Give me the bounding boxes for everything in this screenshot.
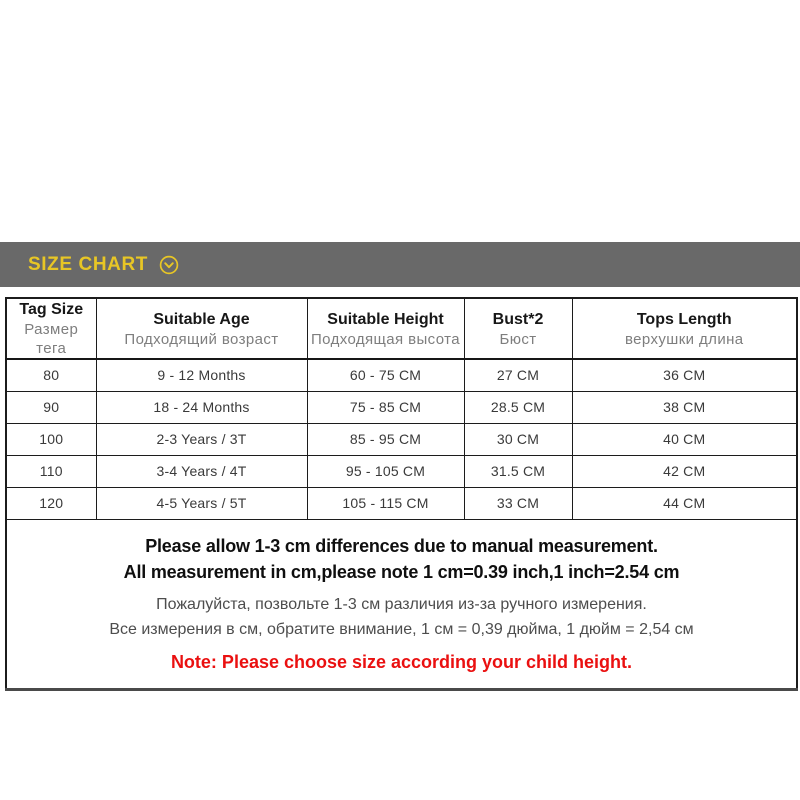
cell-suitable-age: 4-5 Years / 5T <box>96 487 307 519</box>
cell-suitable-age: 18 - 24 Months <box>96 391 307 423</box>
cell-bust: 31.5 CM <box>464 455 572 487</box>
cell-tops-length: 40 CM <box>572 423 797 455</box>
cell-tops-length: 36 CM <box>572 359 797 391</box>
cell-suitable-age: 2-3 Years / 3T <box>96 423 307 455</box>
cell-tops-length: 38 CM <box>572 391 797 423</box>
header-label-en: Tops Length <box>636 310 732 328</box>
column-header-bust <box>464 298 572 359</box>
cell-tops-length: 42 CM <box>572 455 797 487</box>
note-ru-line1: Пожалуйста, позвольте 1-3 см различия из-за ручного измерения. <box>156 595 647 613</box>
cell-suitable-height: 95 - 105 CM <box>307 455 464 487</box>
table-header-row <box>6 298 797 359</box>
notes-cell <box>6 519 797 689</box>
header-label-en: Suitable Age <box>153 310 250 328</box>
cell-tag-size: 100 <box>6 423 96 455</box>
header-label-en: Tag Size <box>19 301 84 318</box>
cell-bust: 30 CM <box>464 423 572 455</box>
chevron-down-circle-icon <box>159 255 179 275</box>
column-header-suitable-height <box>307 298 464 359</box>
cell-bust: 27 CM <box>464 359 572 391</box>
note-en-line2: All measurement in cm,please note 1 cm=0.39 inch,1 inch=2.54 cm <box>123 561 680 582</box>
notes-row <box>6 519 797 689</box>
cell-suitable-age: 3-4 Years / 4T <box>96 455 307 487</box>
column-header-tag-size <box>6 298 96 359</box>
table-row-size-100 <box>6 423 797 455</box>
cell-tops-length: 44 CM <box>572 487 797 519</box>
cell-bust: 28.5 CM <box>464 391 572 423</box>
size-chart-title: SIZE CHART <box>28 253 148 275</box>
note-ru-line2: Все измерения в см, обратите внимание, 1 см = 0,39 дюйма, 1 дюйм = 2,54 см <box>109 620 694 638</box>
header-label-en: Bust*2 <box>492 310 544 328</box>
header-label-ru: Бюст <box>499 330 537 348</box>
header-label-ru: верхушки длина <box>624 330 744 348</box>
note-en-line1: Please allow 1-3 cm differences due to manual measurement. <box>145 535 658 556</box>
table-row-size-80 <box>6 359 797 391</box>
header-label-ru: Подходящая высота <box>310 330 460 348</box>
header-label-ru: Размер тега <box>24 321 79 357</box>
table-row-size-120 <box>6 487 797 519</box>
table-row-size-90 <box>6 391 797 423</box>
header-label-en: Suitable Height <box>327 310 444 328</box>
size-chart-banner <box>0 242 800 287</box>
cell-suitable-height: 105 - 115 CM <box>307 487 464 519</box>
cell-tag-size: 80 <box>6 359 96 391</box>
cell-tag-size: 120 <box>6 487 96 519</box>
cell-tag-size: 110 <box>6 455 96 487</box>
cell-suitable-height: 85 - 95 CM <box>307 423 464 455</box>
column-header-tops-length <box>572 298 797 359</box>
column-header-suitable-age <box>96 298 307 359</box>
cell-suitable-height: 75 - 85 CM <box>307 391 464 423</box>
cell-suitable-height: 60 - 75 CM <box>307 359 464 391</box>
cell-suitable-age: 9 - 12 Months <box>96 359 307 391</box>
cell-bust: 33 CM <box>464 487 572 519</box>
header-label-ru: Подходящий возраст <box>124 330 279 348</box>
size-warning-note: Note: Please choose size according your child height. <box>170 651 633 672</box>
cell-tag-size: 90 <box>6 391 96 423</box>
size-table <box>5 297 798 691</box>
table-row-size-110 <box>6 455 797 487</box>
